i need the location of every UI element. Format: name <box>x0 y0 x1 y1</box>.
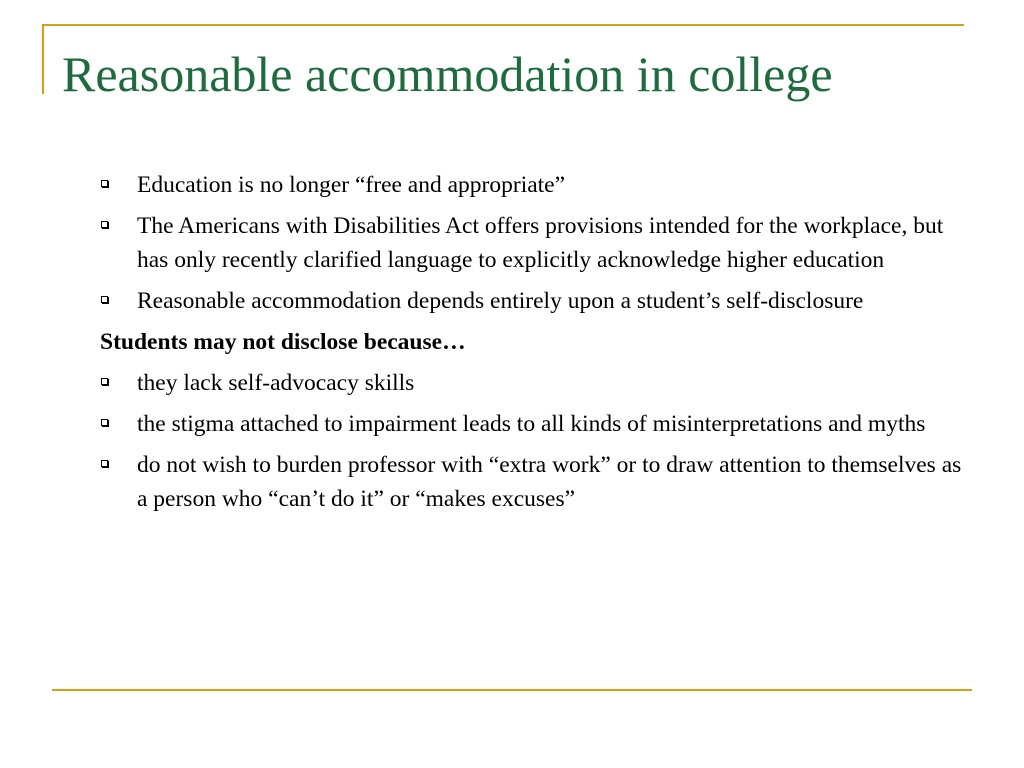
square-bullet-icon <box>101 180 108 187</box>
bullet-text: do not wish to burden professor with “extra work” or to draw attention to themselves as a person who “can’t do it” or “makes excuses” <box>137 452 962 512</box>
bullet-item <box>100 209 970 277</box>
square-bullet-icon <box>101 296 108 303</box>
bullet-item <box>100 407 970 441</box>
bullet-text: they lack self-advocacy skills <box>137 370 415 396</box>
bullet-item <box>100 448 970 516</box>
bullet-item <box>100 168 970 202</box>
square-bullet-icon <box>101 221 108 228</box>
bullet-item <box>100 284 970 318</box>
slide-title: Reasonable accommodation in college <box>62 46 833 102</box>
square-bullet-icon <box>101 419 108 426</box>
frame-left-line <box>42 24 44 94</box>
frame-bottom-line <box>52 689 972 691</box>
square-bullet-icon <box>101 460 108 467</box>
bullet-item <box>100 366 970 400</box>
frame-top-line <box>42 24 964 26</box>
slide-content <box>100 168 970 523</box>
bullet-text: the stigma attached to impairment leads to all kinds of misinterpretations and myths <box>137 411 926 437</box>
section-subheading: Students may not disclose because… <box>100 329 466 355</box>
square-bullet-icon <box>101 378 108 385</box>
bullet-text: Reasonable accommodation depends entirely upon a student’s self-disclosure <box>137 288 864 314</box>
bullet-text: The Americans with Disabilities Act offers provisions intended for the workplace, but has only recently clarified language to explicitly acknowledge higher education <box>137 213 944 273</box>
bullet-text: Education is no longer “free and appropriate” <box>137 172 566 198</box>
